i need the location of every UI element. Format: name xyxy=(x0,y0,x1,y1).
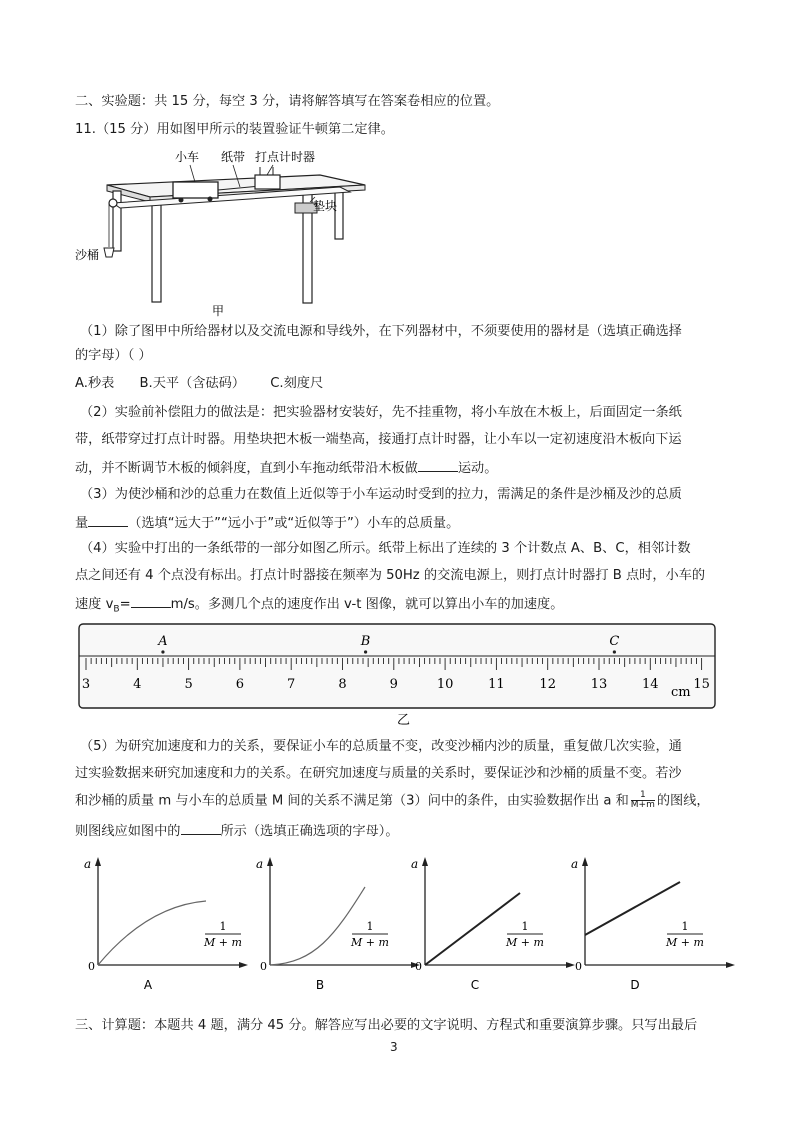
y-axis-label: a xyxy=(411,857,419,871)
y-axis-label: a xyxy=(256,857,264,871)
ruler-number: 6 xyxy=(235,677,245,692)
graph-option-label: C xyxy=(470,978,480,992)
graph-curve xyxy=(98,901,206,965)
answer-blank-velocity[interactable] xyxy=(131,593,171,608)
q11-part1-line2: 的字母）（ ） xyxy=(75,348,152,363)
origin-label: 0 xyxy=(260,960,267,973)
graph-option-label: B xyxy=(315,978,325,992)
graph-option-label: D xyxy=(630,978,640,992)
q11-part3-line1: （3）为使沙桶和沙的总重力在数值上近似等于小车运动时受到的拉力，需满足的条件是沙桶及沙的总质 xyxy=(80,487,682,502)
ruler-number: 15 xyxy=(693,677,710,692)
section-3-heading: 三、计算题：本题共 4 题，满分 45 分。解答应写出必要的文字说明、方程式和重要演算步骤。只写出最后 xyxy=(75,1018,698,1033)
y-axis-arrow xyxy=(582,857,588,866)
q11-part2-line2: 带，纸带穿过打点计时器。用垫块把木板一端垫高，接通打点计时器，让小车以一定初速度沿木板向下运 xyxy=(75,432,682,447)
tape-point xyxy=(364,650,367,653)
q11-part5-line4 xyxy=(75,820,399,842)
q11-part5-line2: 过实验数据来研究加速度和力的关系。在研究加速度与质量的关系时，要保证沙和沙桶的质量不变。若沙 xyxy=(75,766,682,781)
graph-curve xyxy=(270,887,365,965)
tape-point-label: C xyxy=(609,634,620,649)
y-axis-arrow xyxy=(95,857,101,866)
q11-options: A.秒表 B.天平（含砝码） C.刻度尺 xyxy=(75,376,324,391)
q11-part3-text-a: 量 xyxy=(75,516,89,531)
section-2-heading: 二、实验题：共 15 分，每空 3 分，请将解答填写在答案卷相应的位置。 xyxy=(75,94,500,109)
tape-point-label: A xyxy=(158,634,168,649)
q11-part5-text-d: 所示（选填正确选项的字母）。 xyxy=(220,824,399,839)
q11-part4-text-c: m/s。多测几个点的速度作出 v-t 图像，就可以算出小车的加速度。 xyxy=(170,597,564,612)
origin-label: 0 xyxy=(415,960,422,973)
label-timer: 打点计时器 xyxy=(255,150,316,164)
q11-part4-line2: 点之间还有 4 个点没有标出。打点计时器接在频率为 50Hz 的交流电源上，则打点计时器打 B 点时，小车的 xyxy=(75,568,706,583)
q11-part1-line1: （1）除了图甲中所给器材以及交流电源和导线外，在下列器材中，不须要使用的器材是（选填正确选择 xyxy=(80,324,682,339)
answer-blank-motion[interactable] xyxy=(418,457,458,472)
graph-curve xyxy=(425,893,520,965)
q11-part5-line1: （5）为研究加速度和力的关系，要保证小车的总质量不变，改变沙桶内沙的质量，重复做几次实验，通 xyxy=(80,739,682,754)
tape-point-label: B xyxy=(360,634,371,649)
y-axis-arrow xyxy=(422,857,428,866)
graphs-abcd xyxy=(75,850,735,1000)
figure-yi-ruler xyxy=(75,622,720,732)
q11-part4-line1: （4）实验中打出的一条纸带的一部分如图乙所示。纸带上标出了连续的 3 个计数点 A、B、C，相邻计数 xyxy=(80,541,691,556)
q11-intro: 11.（15 分）用如图甲所示的装置验证牛顿第二定律。 xyxy=(75,122,394,137)
origin-label: 0 xyxy=(88,960,95,973)
graph-b xyxy=(256,857,420,992)
label-block: 垫块 xyxy=(313,199,338,213)
x-label-numerator: 1 xyxy=(521,920,529,933)
graph-curve xyxy=(585,882,680,935)
x-label-numerator: 1 xyxy=(681,920,689,933)
fraction xyxy=(631,791,655,810)
figure-jia-apparatus xyxy=(75,145,375,320)
answer-blank-mass[interactable] xyxy=(88,512,128,527)
ruler-number: 8 xyxy=(338,677,347,692)
q11-part3-text-b: （选填“远大于”“远小于”或“近似等于”）小车的总质量。 xyxy=(128,516,460,531)
label-tape: 纸带 xyxy=(221,150,246,164)
q11-part2-line1: （2）实验前补偿阻力的做法是：把实验器材安装好，先不挂重物，将小车放在木板上，后面固定一条纸 xyxy=(80,405,682,420)
table-leg xyxy=(335,189,343,239)
q11-part4-sub: B xyxy=(113,604,120,615)
y-axis-label: a xyxy=(84,857,92,871)
figure-jia-caption: 甲 xyxy=(212,304,225,318)
x-label-numerator: 1 xyxy=(366,920,374,933)
car xyxy=(173,182,218,198)
x-axis-arrow xyxy=(566,962,575,968)
q11-part2-text-b: 运动。 xyxy=(457,461,498,476)
x-label-denominator: M + m xyxy=(351,936,389,949)
ruler-number: 4 xyxy=(133,677,142,692)
ruler-number: 10 xyxy=(436,677,454,692)
ruler-number: 3 xyxy=(81,677,91,692)
x-label-denominator: M + m xyxy=(666,936,704,949)
page-number: 3 xyxy=(390,1040,398,1054)
q11-part2-text-a: 动，并不断调节木板的倾斜度，直到小车拖动纸带沿木板做 xyxy=(75,461,418,476)
q11-part3-line2 xyxy=(75,512,459,534)
graph-a xyxy=(84,857,248,992)
ruler-unit: cm xyxy=(671,685,691,700)
pulley xyxy=(109,199,117,207)
ruler-number: 14 xyxy=(642,677,659,692)
ruler-number: 11 xyxy=(488,677,505,692)
q11-part4-text-a: 速度 v xyxy=(75,597,114,612)
label-car: 小车 xyxy=(175,150,200,164)
ruler-number: 9 xyxy=(389,677,398,692)
x-label-denominator: M + m xyxy=(204,936,242,949)
tape-point xyxy=(613,650,616,653)
q11-part2-line3 xyxy=(75,457,497,479)
q11-part5-text-c: 则图线应如图中的 xyxy=(75,824,181,839)
x-label-denominator: M + m xyxy=(506,936,544,949)
q11-part5-line3 xyxy=(75,791,710,812)
y-axis-arrow xyxy=(267,857,273,866)
ruler-number: 13 xyxy=(590,677,608,692)
q11-part4-line3 xyxy=(75,593,563,620)
ruler-number: 7 xyxy=(287,677,296,692)
label-bucket: 沙桶 xyxy=(75,248,100,262)
q11-part5-text-a: 和沙桶的质量 m 与小车的总质量 M 间的关系不满足第（3）问中的条件，由实验数据作出 a 和 xyxy=(75,793,629,809)
ruler-number: 12 xyxy=(539,677,556,692)
x-axis-arrow xyxy=(239,962,248,968)
x-axis-arrow xyxy=(726,962,735,968)
graph-d xyxy=(571,857,735,992)
fraction-denominator: M+m xyxy=(630,800,655,810)
y-axis-label: a xyxy=(571,857,579,871)
figure-yi-caption: 乙 xyxy=(397,713,411,728)
answer-blank-graph[interactable] xyxy=(181,820,221,835)
bucket xyxy=(104,248,114,257)
graph-option-label: A xyxy=(143,978,153,992)
x-label-numerator: 1 xyxy=(219,920,227,933)
origin-label: 0 xyxy=(575,960,582,973)
tape-point xyxy=(161,650,164,653)
q11-part4-eq: = xyxy=(119,597,131,612)
ruler-body xyxy=(79,624,715,708)
fraction-numerator: 1 xyxy=(631,791,655,801)
table-leg xyxy=(152,202,161,302)
q11-part5-text-b: 的图线， xyxy=(656,793,710,809)
graph-c xyxy=(411,857,575,992)
timer xyxy=(255,175,280,189)
ruler-number: 5 xyxy=(184,677,193,692)
